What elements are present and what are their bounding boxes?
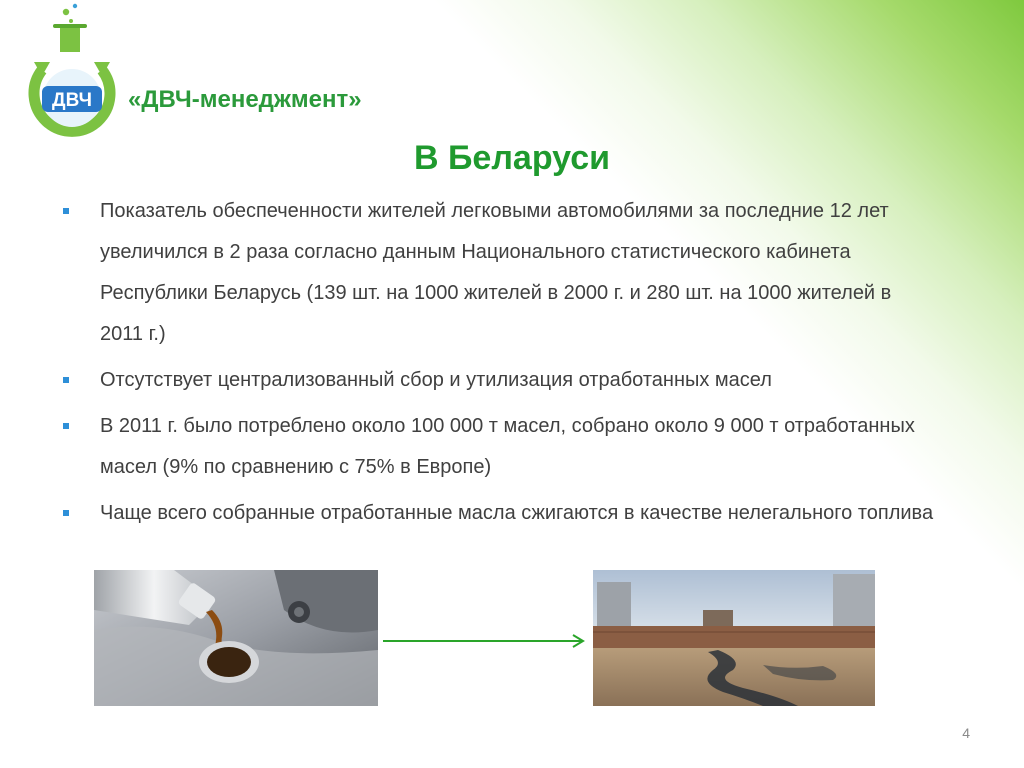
company-name: «ДВЧ-менеджмент» [128, 86, 362, 113]
storage-tank [597, 582, 631, 630]
bubble-icon [63, 9, 69, 15]
bullet-item [63, 191, 993, 355]
square-bullet-icon [63, 510, 69, 516]
right-arrow-icon [383, 633, 587, 649]
oil-filler-hole [207, 647, 251, 677]
bubble-icon [73, 4, 77, 8]
bullet-line: увеличился в 2 раза согласно данным Национального статистического кабинета [100, 241, 851, 263]
bullet-item [63, 360, 993, 401]
flask-neck-icon [60, 28, 80, 52]
bullet-line: 2011 г.) [100, 323, 166, 345]
polluted-ground-photo [593, 570, 875, 706]
bullet-line: Чаще всего собранные отработанные масла сжигаются в качестве нелегального топлива [100, 502, 934, 524]
bullet-line: Республики Беларусь (139 шт. на 1000 жителей в 2000 г. и 280 шт. на 1000 жителей в [100, 282, 892, 304]
brick-wall [593, 626, 875, 650]
bullet-line: Отсутствует централизованный сбор и утилизация отработанных масел [100, 369, 772, 391]
square-bullet-icon [63, 208, 69, 214]
bullet-line: Показатель обеспеченности жителей легковыми автомобилями за последние 12 лет [100, 200, 889, 222]
page-number: 4 [962, 725, 970, 741]
bullet-item [63, 406, 993, 488]
storage-tank [833, 574, 875, 630]
logo-text: ДВЧ [52, 90, 92, 111]
engine-oil-photo [94, 570, 378, 706]
sky [593, 570, 875, 630]
slide-title: В Беларуси [413, 139, 611, 177]
bullet-item [63, 493, 993, 534]
square-bullet-icon [63, 377, 69, 383]
bullet-list [63, 191, 993, 539]
square-bullet-icon [63, 423, 69, 429]
bullet-line: масел (9% по сравнению с 75% в Европе) [100, 456, 492, 478]
bullet-line: В 2011 г. было потреблено около 100 000 т масел, собрано около 9 000 т отработанных [100, 415, 915, 437]
company-logo [22, 0, 122, 140]
bubble-icon [69, 19, 73, 23]
